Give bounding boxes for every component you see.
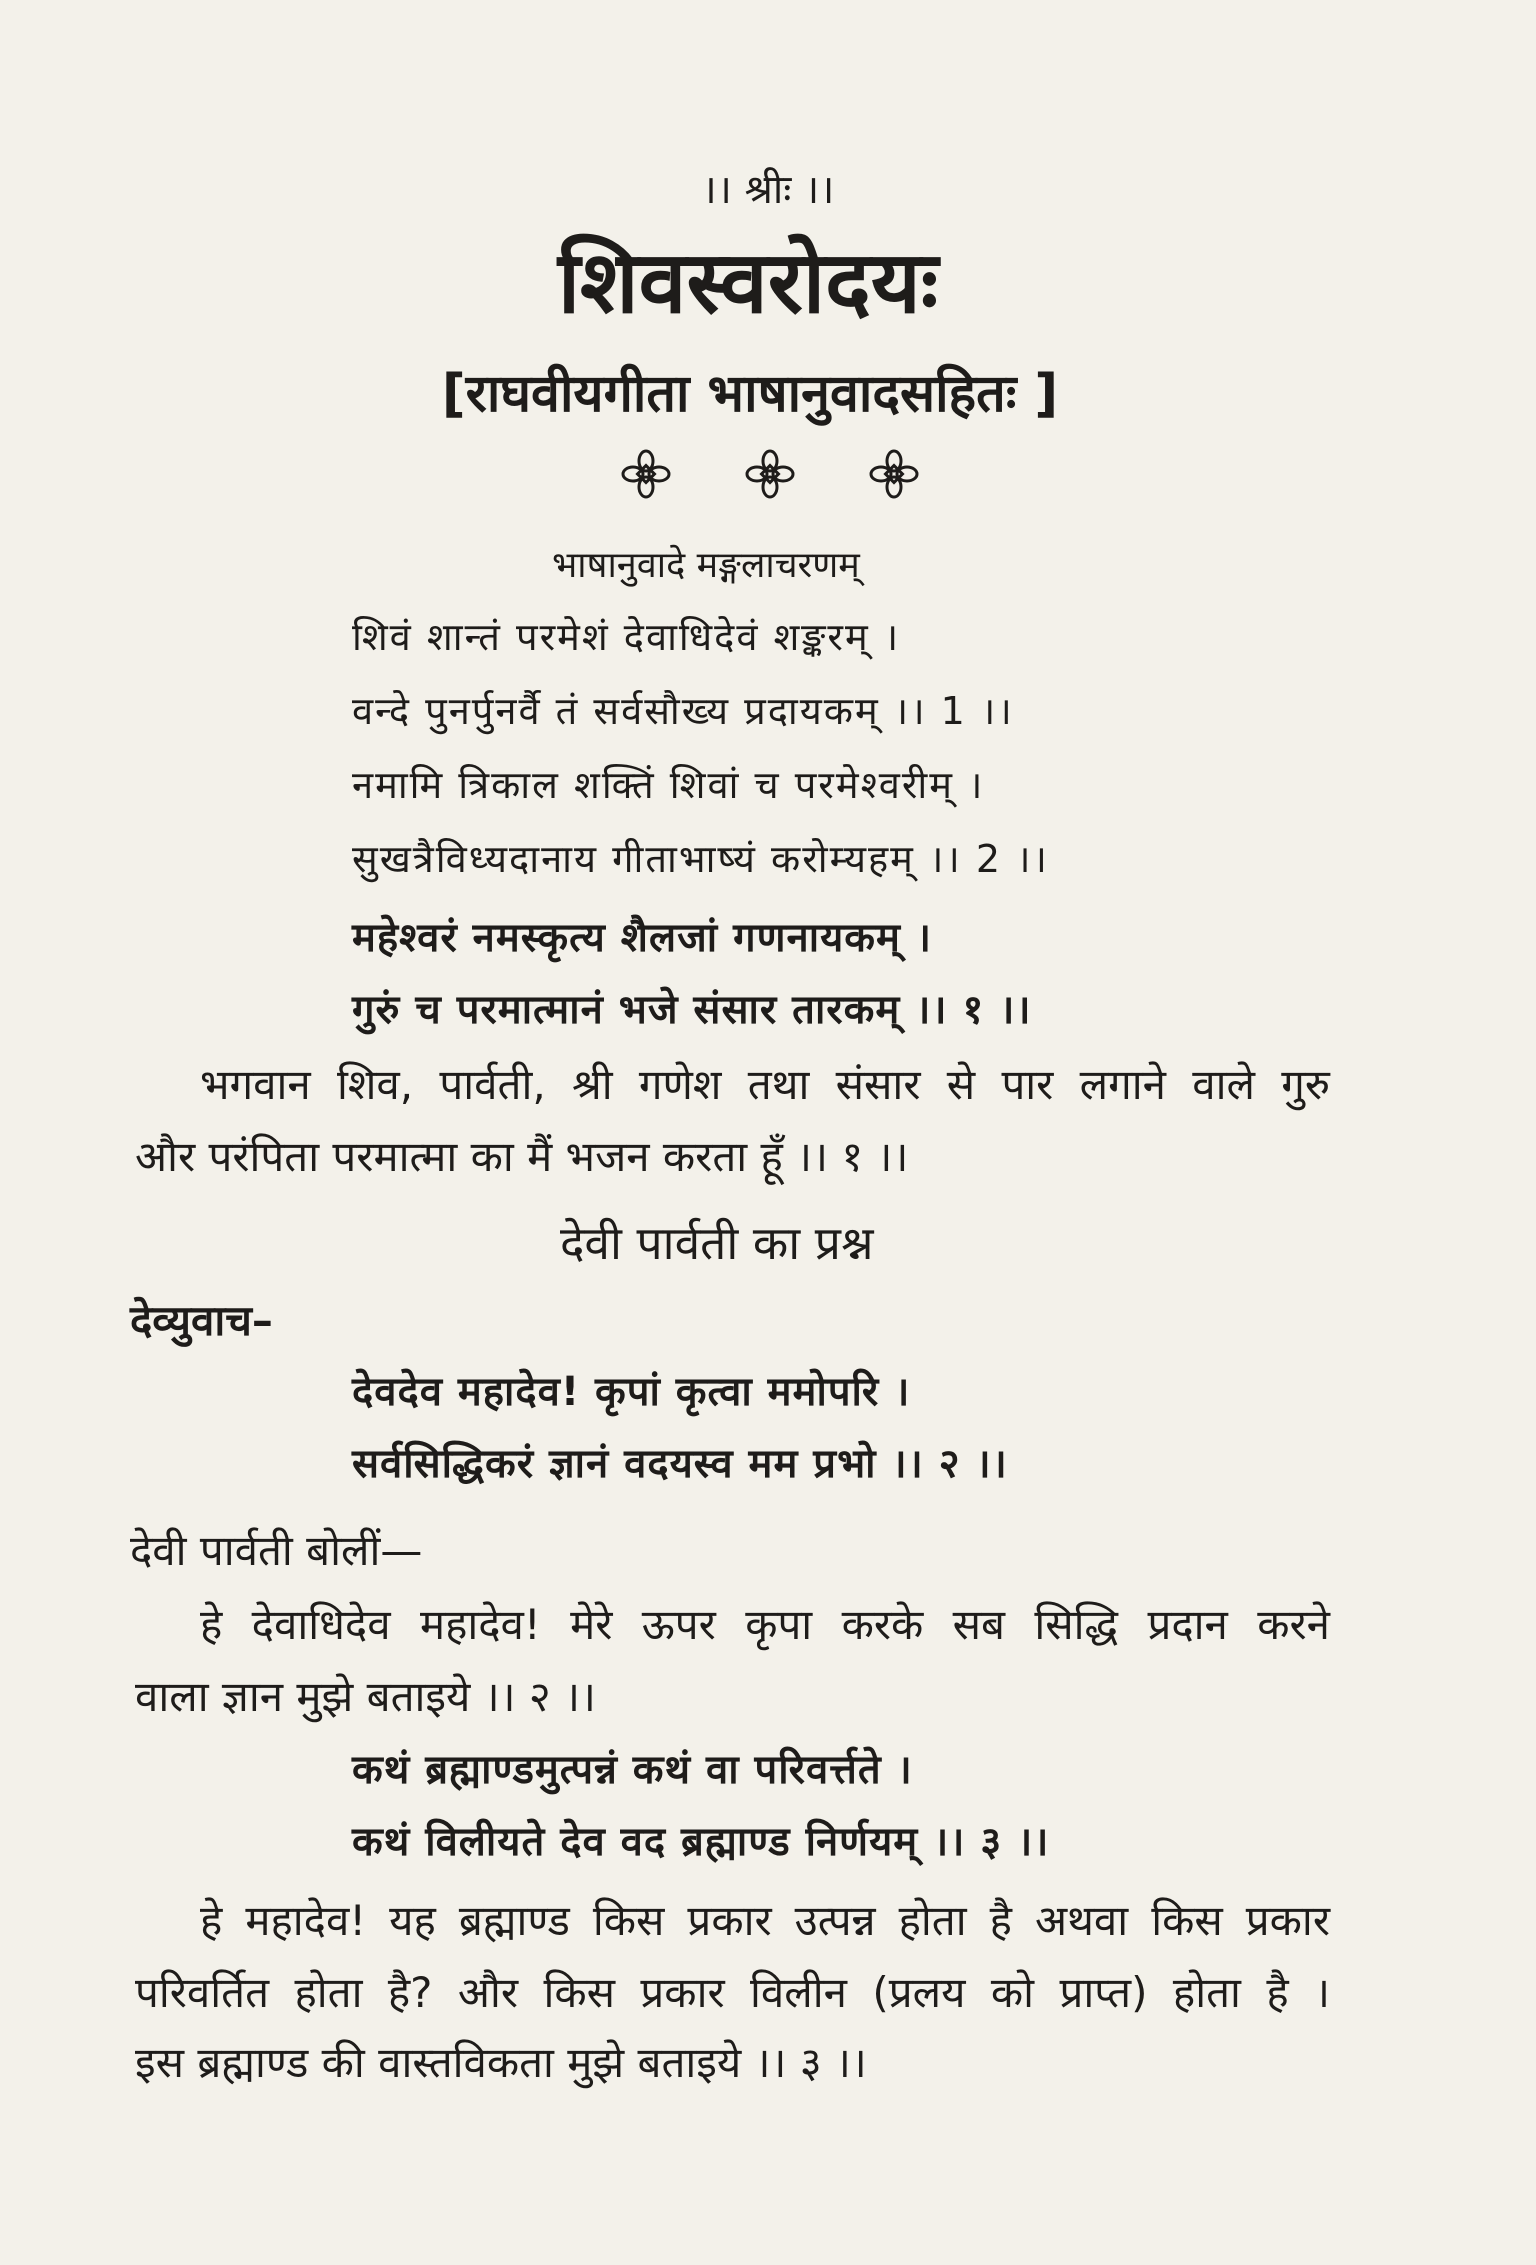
ornament-row: [620, 448, 920, 508]
section-heading: देवी पार्वती का प्रश्न: [560, 1216, 874, 1270]
verse-1-translation-line-2: और परंपिता परमात्मा का मैं भजन करता हूँ ।। १ ।।: [135, 1132, 909, 1181]
verse-3-line-1: कथं ब्रह्माण्डमुत्पन्नं कथं वा परिवर्त्तते ।: [352, 1747, 913, 1793]
mangalacharan-line-2: वन्दे पुनर्पुनर्वै तं सर्वसौख्य प्रदायकम् ।। 1 ।।: [352, 689, 1014, 733]
verse-2-line-2: सर्वसिद्धिकरं ज्ञानं वदयस्व मम प्रभो ।। २ ।।: [352, 1441, 1008, 1487]
verse-2-translation-line-1: हे देवाधिदेव महादेव! मेरे ऊपर कृपा करके सब सिद्धि प्रदान करने: [200, 1600, 1330, 1649]
verse-1-line-1: महेश्वरं नमस्कृत्य शैलजां गणनायकम् ।: [352, 915, 933, 961]
speaker-label: देव्युवाच–: [130, 1296, 273, 1345]
verse-1-line-2: गुरुं च परमात्मानं भजे संसार तारकम् ।। १ ।।: [352, 987, 1032, 1033]
verse-1-translation-line-1: भगवान शिव, पार्वती, श्री गणेश तथा संसार से पार लगाने वाले गुरु: [200, 1060, 1330, 1109]
floral-ornament-icon: [744, 448, 796, 500]
verse-2-intro: देवी पार्वती बोलीं—: [130, 1526, 423, 1575]
verse-3-translation-line-1: हे महादेव! यह ब्रह्माण्ड किस प्रकार उत्पन्न होता है अथवा किस प्रकार: [200, 1896, 1330, 1945]
shri-invocation: ।। श्रीः ।।: [701, 167, 835, 213]
mangalacharan-heading: भाषानुवादे मङ्गलाचरणम्: [552, 545, 860, 586]
verse-3-line-2: कथं विलीयते देव वद ब्रह्माण्ड निर्णयम् ।। ३ ।।: [352, 1819, 1050, 1865]
verse-2-translation-line-2: वाला ज्ञान मुझे बताइये ।। २ ।।: [135, 1672, 596, 1721]
floral-ornament-icon: [868, 448, 920, 500]
mangalacharan-line-1: शिवं शान्तं परमेशं देवाधिदेवं शङ्करम् ।: [352, 615, 901, 659]
mangalacharan-line-3: नमामि त्रिकाल शक्तिं शिवां च परमेश्वरीम् ।: [352, 763, 985, 807]
verse-3-translation-line-3: इस ब्रह्माण्ड की वास्तविकता मुझे बताइये ।। ३ ।।: [135, 2038, 867, 2087]
mangalacharan-line-4: सुखत्रैविध्यदानाय गीताभाष्यं करोम्यहम् ।। 2 ।।: [352, 837, 1049, 881]
verse-2-line-1: देवदेव महादेव! कृपां कृत्वा ममोपरि ।: [352, 1369, 911, 1415]
page-subtitle: [राघवीयगीता भाषानुवादसहितः ]: [441, 364, 1059, 424]
verse-3-translation-line-2: परिवर्तित होता है? और किस प्रकार विलीन (प्रलय को प्राप्त) होता है ।: [135, 1968, 1330, 2017]
page-title: शिवस्वरोदयः: [557, 233, 939, 333]
floral-ornament-icon: [620, 448, 672, 500]
